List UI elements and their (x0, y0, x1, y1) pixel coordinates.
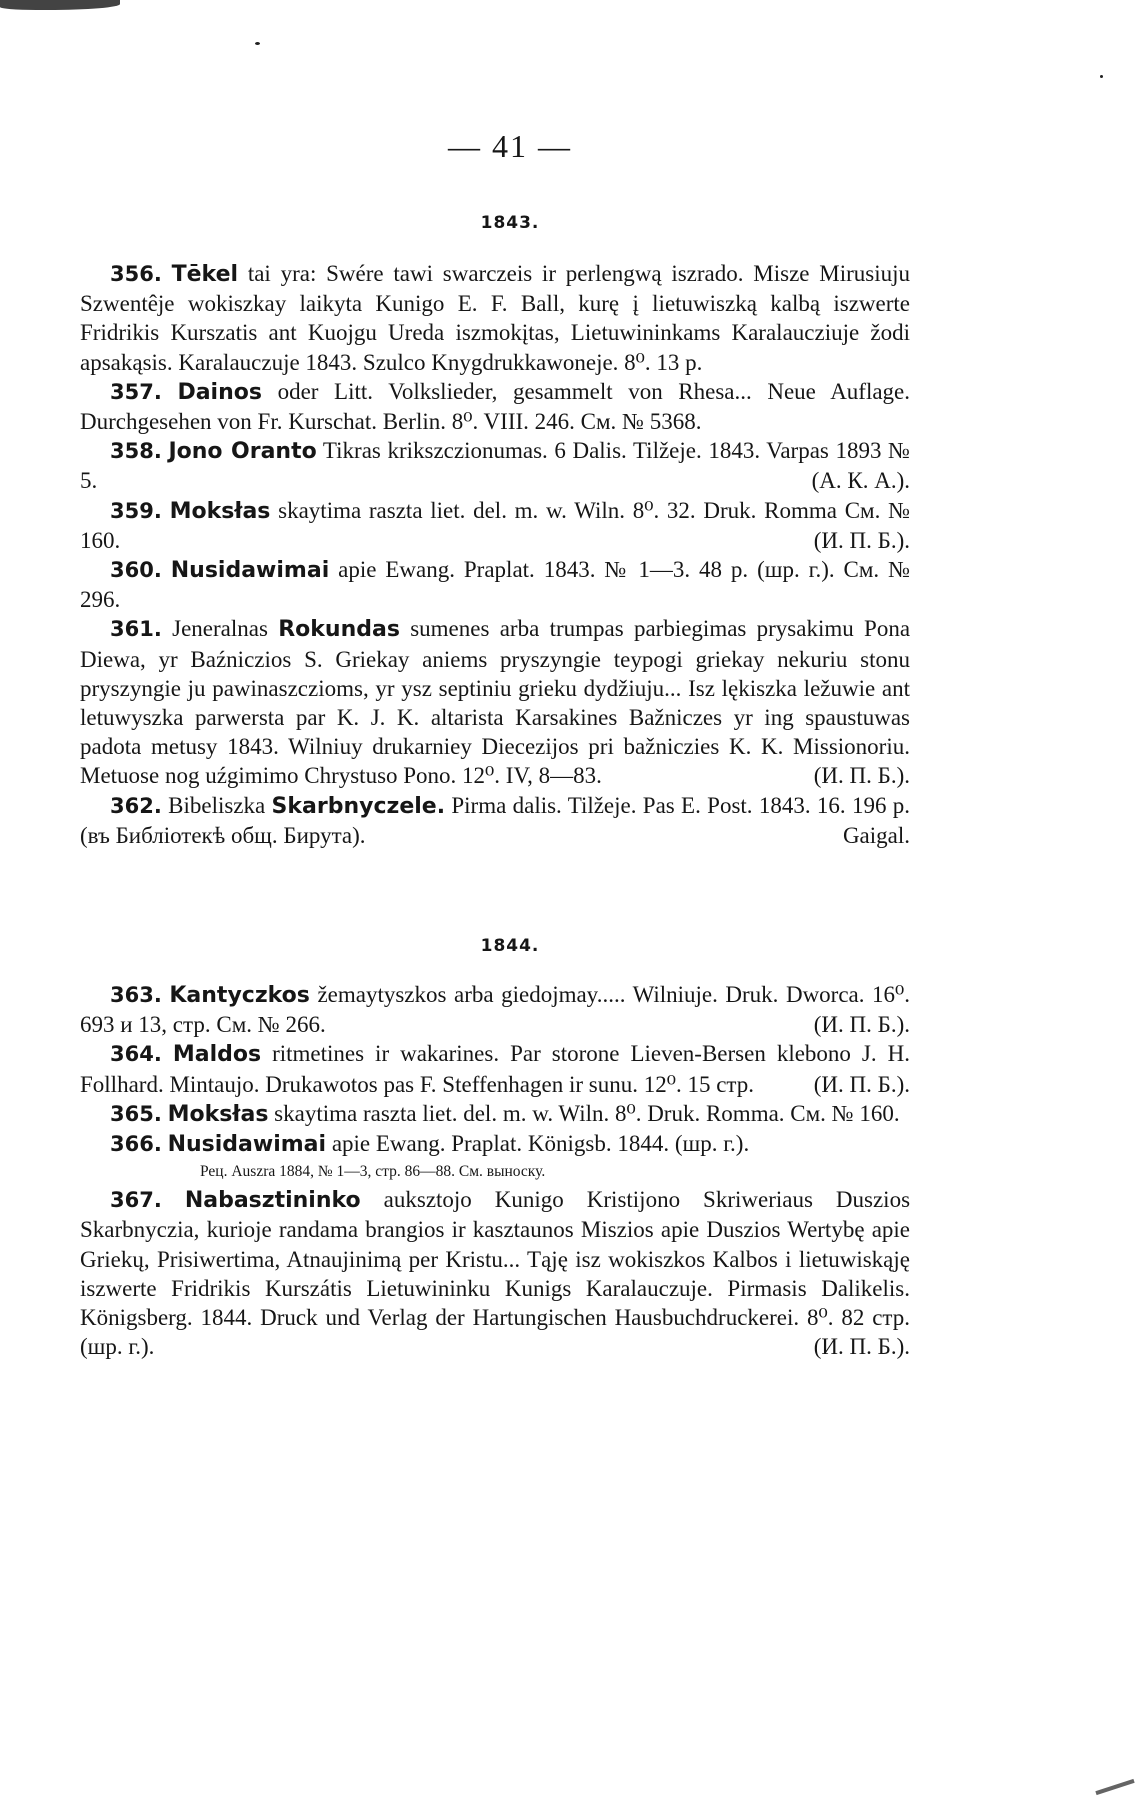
entry-body: žemaytyszkos arba giedojmay..... Wilniuje. Druk. Dworca. 16⁰. 693 и 13, стр. См. № 266. (80, 982, 911, 1038)
entry-366-footnote: Рец. Auszra 1884, № 1—3, стр. 86—88. См. выноску. (200, 1163, 546, 1181)
entry-title: Tēkel (171, 262, 239, 287)
entry-number: 367. (110, 1188, 162, 1213)
entry-prefix: Jeneralnas (172, 616, 268, 642)
entry-body: ritmetines ir wakarines. Par storone Lieven-Bersen klebono J. H. Follhard. Mintaujo. Drukawotos pas F. Steffenhagen ir sunu. 12⁰. 15 стр. (80, 1041, 910, 1097)
entry-number: 366. (110, 1132, 162, 1157)
section-1844 (80, 936, 910, 1361)
page (80, 128, 910, 1362)
entry-357 (80, 377, 910, 436)
entry-356 (80, 259, 910, 377)
entry-number: 359. (110, 498, 162, 523)
entry-body: sumenes arba trumpas parbiegimas prysakimu Pona Diewa, yr Baźniczios S. Griekay aniems pryszyngie teypogi griekay nekuriu stonu pryszyngie ju pawinaszczioms, yr ysz septiniu grieku dydžiuju... Isz lękiszka ležuwie ant letuwyszka parwersta par K. J. K. altarista Karsakines Bažniczes yr ing spaustuwas padota metusy 1843. Wilniuy drukarniey Diecezijos pri bažniczies K. K. Missionoriu. Metuose nog uźgimimo Chrystuso Pono. 12⁰. IV, 8—83. (80, 616, 911, 789)
entry-source: (А. К. А.). (811, 468, 910, 494)
entry-source: Gaigal. (842, 822, 910, 848)
entry-body: apie Ewang. Praplat. 1843. № 1—3. 48 p. (шр. г.). См. № 296. (80, 557, 911, 613)
entry-body: Tikras krikszczionumas. 6 Dalis. Tilžeje. 1843. Varpas 1893 № 5. (80, 438, 910, 494)
entry-body: tai yra: Swére tawi swarczeis ir perlengwą iszrado. Misze Mirusiuju Szwentêje wokiszkay laikyta Kunigo E. F. Ball, kurę į lietuwiszką kalbą iszwerte Fridrikis Kurszatis ant Kuojgu Ureda iszmokįtas, Lietuwininkams Karalaucziuje žodi apsakąsis. Karalauczuje 1843. Szulco Knygdrukkawoneje. 8⁰. 13 p. (80, 261, 910, 375)
entry-367 (80, 1185, 910, 1361)
entry-source: (И. П. Б.). (813, 527, 910, 553)
ink-speck (255, 42, 260, 45)
entry-body: Pirma dalis. Tilžeje. Pas E. Post. 1843. 16. 196 p. (въ Библіотекѣ общ. Бирута). (80, 792, 911, 848)
entry-body: skaytima raszta liet. del. m. w. Wiln. 8⁰. 32. Druk. Romma См. № 160. (80, 497, 911, 553)
entry-body: apie Ewang. Praplat. Königsb. 1844. (шр. г.). (331, 1131, 750, 1157)
entry-title: Skarbnyczele. (271, 793, 446, 819)
entry-number: 358. (110, 439, 162, 464)
entry-title: Nabasztininko (184, 1188, 361, 1214)
entry-363 (80, 980, 910, 1039)
page-number: — 41 — (448, 128, 572, 164)
entry-title: Nusidawimai (170, 558, 330, 584)
entry-362 (80, 791, 910, 850)
entry-title: Rokundas (278, 617, 400, 643)
entry-359 (80, 496, 910, 555)
entry-358 (80, 436, 910, 495)
entry-body: skaytima raszta liet. del. m. w. Wiln. 8⁰. Druk. Romma. См. № 160. (274, 1100, 900, 1126)
entry-source: (И. П. Б.). (813, 763, 910, 789)
year-heading: 1843. (480, 213, 540, 233)
entry-body: auksztojo Kunigo Kristijono Skriweriaus Duszios Skarbnyczia, kurioje randama brangios ir kasztaunos Miszios apie Duszios Wertybę apie Griekų, Prisiwertima, Atnaujinimą per Kristu... Tąję isz wokiszkos Kalbos i lietuwiskąję iszwerte Fridrikis Kurszátis Lietuwininku Kunigs Karalauczuje. Pirmasis Dalikelis. Königsberg. 1844. Druck und Verlag der Hartungischen Hausbuchdruckerei. 8⁰. 82 стр. (шр. г.). (80, 1187, 911, 1360)
entry-number: 365. (110, 1101, 162, 1126)
entry-number: 363. (110, 983, 162, 1008)
year-heading: 1844. (480, 936, 540, 957)
entry-360 (80, 555, 910, 614)
entry-title: Moksłas (169, 498, 271, 524)
entry-title: Jono Oranto (168, 439, 317, 465)
entry-source: (И. П. Б.). (813, 1334, 910, 1360)
entry-source: (И. П. Б.). (813, 1071, 910, 1097)
entry-source: (И. П. Б.). (813, 1012, 910, 1038)
entry-number: 364. (110, 1042, 162, 1067)
entry-title: Kantyczkos (169, 983, 310, 1009)
entry-361 (80, 614, 910, 790)
ink-speck (1100, 75, 1103, 78)
section-1843 (80, 213, 910, 850)
entry-number: 362. (110, 793, 162, 818)
entry-title: Maldos (172, 1042, 262, 1068)
entry-number: 360. (110, 558, 162, 583)
entry-365 (80, 1099, 910, 1129)
entry-title: Moksłas (167, 1101, 269, 1127)
ink-smudge (0, 0, 120, 10)
entry-prefix: Bibeliszka (168, 792, 266, 818)
entry-364 (80, 1039, 910, 1098)
entry-number: 361. (110, 617, 162, 642)
entry-number: 356. (110, 262, 162, 286)
entry-title: Dainos (177, 379, 262, 405)
entry-title: Nusidawimai (167, 1132, 327, 1158)
entry-366 (80, 1129, 910, 1159)
entry-number: 357. (110, 379, 162, 404)
ink-speck (1095, 1779, 1134, 1795)
entry-body: oder Litt. Volkslieder, gesammelt von Rhesa... Neue Auflage. Durchgesehen von Fr. Kurschat. Berlin. 8⁰. VIII. 246. См. № 5368. (80, 378, 911, 435)
